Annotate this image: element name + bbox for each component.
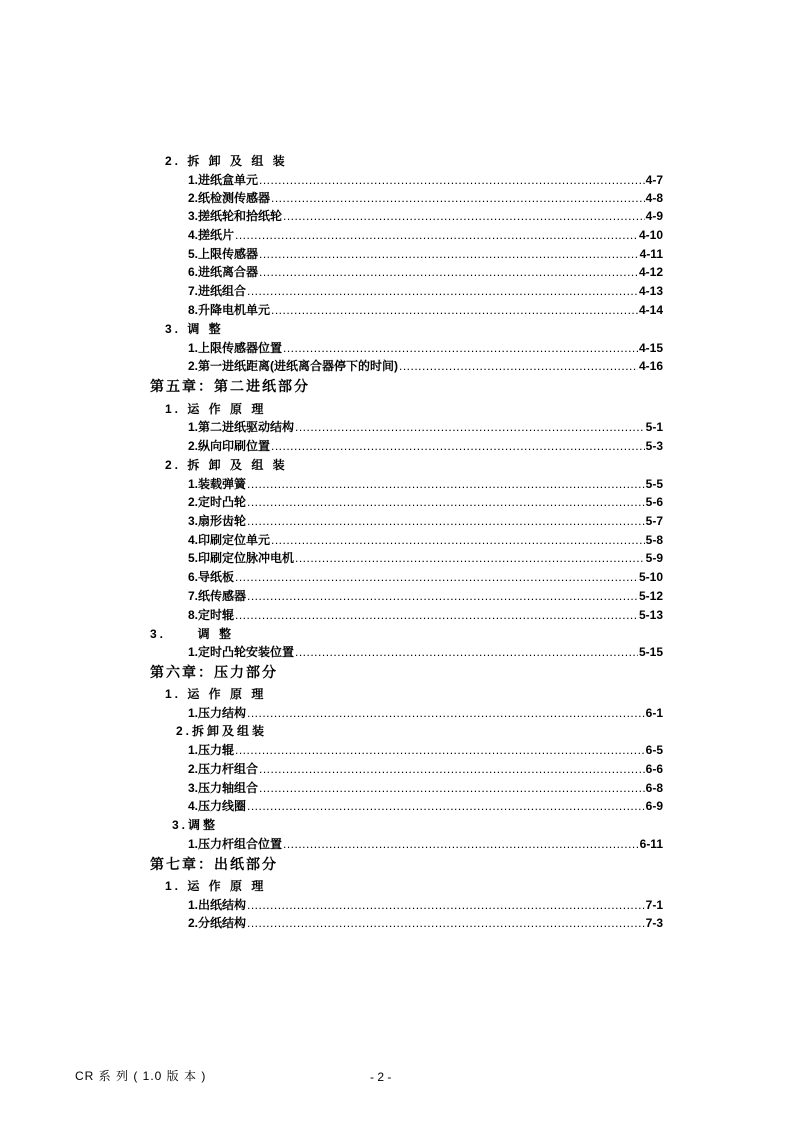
toc-item	[188, 418, 663, 436]
section-heading	[165, 400, 266, 418]
footer-series: CR 系 列 ( 1.0 版 本 )	[75, 1069, 207, 1083]
section-heading	[150, 625, 234, 643]
toc-item	[188, 475, 663, 493]
toc-item-label: 5.上限传感器	[188, 247, 259, 261]
toc-item-page: 5-6	[645, 495, 663, 509]
toc-item	[188, 512, 663, 530]
toc-item	[188, 587, 663, 605]
section-heading	[165, 152, 288, 170]
toc-item	[188, 779, 663, 797]
section-title: 3. 调 整	[150, 627, 235, 641]
chapter-heading	[150, 855, 278, 873]
toc-item-label: 2.定时凸轮	[188, 495, 247, 509]
dot-leader	[271, 301, 638, 319]
toc-item	[188, 226, 663, 244]
toc-item-label: 8.定时辊	[188, 608, 235, 622]
toc-item-page: 5-15	[638, 645, 663, 659]
section-title: 1. 运 作 原 理	[165, 687, 267, 701]
toc-item	[188, 263, 663, 281]
dot-leader	[271, 437, 645, 455]
section-title: 1. 运 作 原 理	[165, 879, 267, 893]
toc-item-page: 5-7	[645, 514, 663, 528]
dot-leader	[283, 835, 639, 853]
toc-item-label: 3.压力轴组合	[188, 781, 259, 795]
toc-item-page: 4-9	[645, 209, 663, 223]
toc-item-label: 2.压力杆组合	[188, 762, 259, 776]
section-heading	[165, 320, 224, 338]
toc-item-page: 5-1	[645, 420, 663, 434]
chapter-title: 第六章：压力部分	[150, 664, 278, 680]
toc-item-page: 4-14	[638, 303, 663, 317]
toc-item	[188, 797, 663, 815]
toc-item-label: 1.进纸盒单元	[188, 173, 259, 187]
toc-item-label: 1.装载弹簧	[188, 477, 247, 491]
dot-leader	[247, 797, 645, 815]
toc-item	[188, 189, 663, 207]
toc-item	[188, 357, 663, 375]
toc-item-page: 5-3	[645, 439, 663, 453]
chapter-title: 第七章：出纸部分	[150, 856, 278, 872]
toc-item-label: 1.定时凸轮安装位置	[188, 645, 295, 659]
dot-leader	[271, 531, 645, 549]
toc-item-page: 7-1	[645, 898, 663, 912]
toc-item-label: 2.分纸结构	[188, 916, 247, 930]
toc-item-label: 4.搓纸片	[188, 228, 235, 242]
toc-item-page: 5-12	[638, 589, 663, 603]
toc-item-page: 5-10	[638, 570, 663, 584]
toc-item	[188, 704, 663, 722]
section-heading	[176, 722, 267, 740]
dot-leader	[247, 704, 645, 722]
toc-item-page: 6-11	[639, 837, 663, 851]
toc-item-label: 8.升降电机单元	[188, 303, 271, 317]
dot-leader	[259, 760, 645, 778]
toc-item	[188, 914, 663, 932]
dot-leader	[283, 207, 645, 225]
section-title: 2. 拆 卸 及 组 装	[165, 458, 288, 472]
toc-item	[188, 493, 663, 511]
toc-item	[188, 549, 663, 567]
dot-leader	[283, 339, 638, 357]
dot-leader	[259, 263, 638, 281]
dot-leader	[235, 741, 645, 759]
toc-item-page: 4-12	[638, 265, 663, 279]
toc-item-label: 5.印刷定位脉冲电机	[188, 551, 295, 565]
dot-leader	[271, 189, 645, 207]
toc-item-page: 4-10	[638, 228, 663, 242]
toc-item-page: 4-7	[645, 173, 663, 187]
toc-item-label: 1.压力杆组合位置	[188, 837, 283, 851]
toc-item-page: 4-8	[645, 191, 663, 205]
toc-item	[188, 760, 663, 778]
toc-item-label: 1.出纸结构	[188, 898, 247, 912]
toc-item-label: 2.第一进纸距离(进纸离合器停下的时间)	[188, 359, 399, 373]
toc-item	[188, 171, 663, 189]
toc-item-page: 7-3	[645, 916, 663, 930]
toc-item-label: 1.压力结构	[188, 706, 247, 720]
toc-item-label: 2.纵向印刷位置	[188, 439, 271, 453]
dot-leader	[247, 475, 645, 493]
toc-item	[188, 245, 663, 263]
chapter-title: 第五章：第二进纸部分	[150, 378, 310, 394]
toc-item-page: 4-11	[639, 247, 663, 261]
toc-item	[188, 835, 663, 853]
section-heading	[165, 456, 288, 474]
toc-item	[188, 741, 663, 759]
toc-item-page: 6-9	[645, 799, 663, 813]
section-title: 3. 调 整	[165, 322, 224, 336]
dot-leader	[235, 568, 638, 586]
toc-item-label: 7.纸传感器	[188, 589, 247, 603]
section-title: 2. 拆 卸 及 组 装	[165, 154, 288, 168]
section-title: 3.调整	[172, 818, 219, 832]
dot-leader	[247, 282, 638, 300]
toc-item	[188, 568, 663, 586]
dot-leader	[247, 493, 645, 511]
toc-item-label: 6.导纸板	[188, 570, 235, 584]
dot-leader	[399, 357, 638, 375]
dot-leader	[247, 896, 645, 914]
toc-item-label: 4.印刷定位单元	[188, 533, 271, 547]
chapter-heading	[150, 377, 310, 395]
toc-item-label: 3.搓纸轮和拾纸轮	[188, 209, 283, 223]
toc-item-label: 1.压力辊	[188, 743, 235, 757]
dot-leader	[247, 587, 638, 605]
toc-item	[188, 207, 663, 225]
toc-item-page: 4-16	[638, 359, 663, 373]
toc-item-label: 6.进纸离合器	[188, 265, 259, 279]
toc-item-page: 6-1	[645, 706, 663, 720]
toc-item-page: 6-5	[645, 743, 663, 757]
toc-item-label: 1.上限传感器位置	[188, 341, 283, 355]
dot-leader	[259, 171, 645, 189]
dot-leader	[247, 512, 645, 530]
dot-leader	[235, 226, 638, 244]
toc-item-page: 6-6	[645, 762, 663, 776]
section-heading	[172, 816, 218, 834]
toc-item-label: 3.扇形齿轮	[188, 514, 247, 528]
dot-leader	[295, 549, 645, 567]
toc-item	[188, 643, 663, 661]
toc-item	[188, 282, 663, 300]
dot-leader	[247, 914, 645, 932]
section-title: 2.拆卸及组装	[176, 724, 268, 738]
toc-item-page: 5-13	[638, 608, 663, 622]
toc-item	[188, 339, 663, 357]
toc-item-page: 5-8	[645, 533, 663, 547]
toc-item	[188, 437, 663, 455]
section-heading	[165, 877, 266, 895]
section-title: 1. 运 作 原 理	[165, 402, 267, 416]
footer-page-number: - 2 -	[370, 1070, 392, 1084]
toc-item	[188, 301, 663, 319]
dot-leader	[295, 418, 645, 436]
dot-leader	[295, 643, 638, 661]
chapter-heading	[150, 663, 278, 681]
toc-item	[188, 531, 663, 549]
dot-leader	[259, 779, 645, 797]
toc-item	[188, 896, 663, 914]
toc-item-page: 4-15	[638, 341, 663, 355]
dot-leader	[235, 606, 638, 624]
toc-item-label: 4.压力线圈	[188, 799, 247, 813]
toc-item-page: 5-5	[645, 477, 663, 491]
toc-item	[188, 606, 663, 624]
dot-leader	[259, 245, 639, 263]
toc-item-label: 2.纸检测传感器	[188, 191, 271, 205]
toc-item-label: 7.进纸组合	[188, 284, 247, 298]
toc-item-page: 6-8	[645, 781, 663, 795]
section-heading	[165, 685, 266, 703]
toc-item-page: 5-9	[645, 551, 663, 565]
toc-item-page: 4-13	[638, 284, 663, 298]
toc-item-label: 1.第二进纸驱动结构	[188, 420, 295, 434]
